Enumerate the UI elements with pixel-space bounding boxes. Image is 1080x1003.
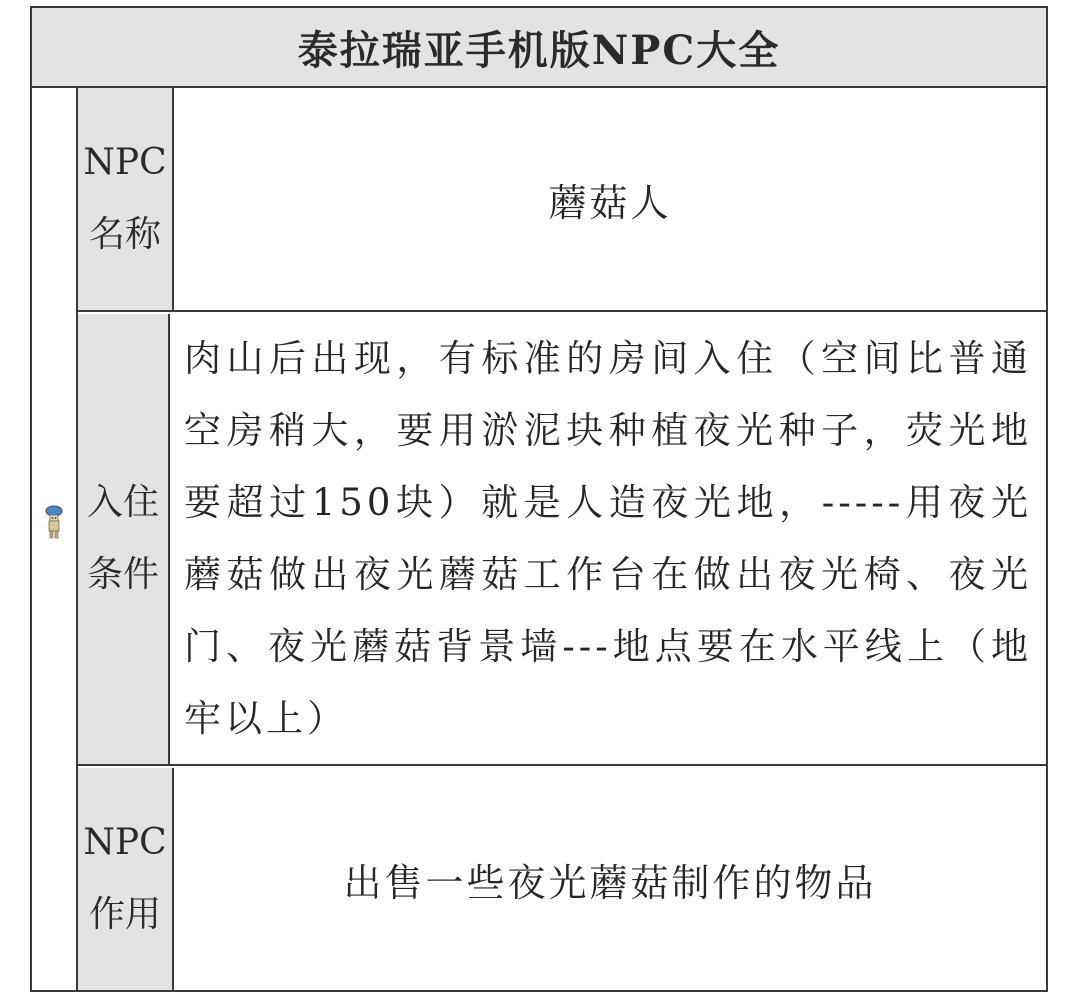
npc-function-value: 出售一些夜光蘑菇制作的物品 xyxy=(343,860,877,905)
table-row-function xyxy=(78,768,1046,990)
value-cell-conditions xyxy=(170,314,1046,764)
value-cell-name xyxy=(174,88,1046,310)
move-in-conditions-value: 肉山后出现，有标准的房间入住（空间比普通空房稍大，要用淤泥块种植夜光种子，荧光地要超过150块）就是人造夜光地，-----用夜光蘑菇做出夜光蘑菇工作台在做出夜光椅、夜光门、夜光蘑菇背景墙---地点要在水平线上（地牢以上） xyxy=(184,337,1032,740)
npc-name-value: 蘑菇人 xyxy=(548,180,672,225)
npc-info-table xyxy=(30,6,1048,992)
row-label: NPC名称 xyxy=(83,142,167,255)
row-label: NPC作用 xyxy=(83,822,167,935)
label-cell-name xyxy=(78,88,174,310)
label-cell-conditions xyxy=(78,314,170,764)
table-row-conditions xyxy=(78,314,1046,766)
mushroom-npc-icon xyxy=(45,505,63,539)
label-cell-function xyxy=(78,768,174,990)
icon-column xyxy=(32,88,78,990)
table-title: 泰拉瑞亚手机版NPC大全 xyxy=(32,8,1046,88)
table-row-name xyxy=(78,88,1046,312)
row-label: 入住条件 xyxy=(86,482,159,595)
value-cell-function xyxy=(174,768,1046,990)
